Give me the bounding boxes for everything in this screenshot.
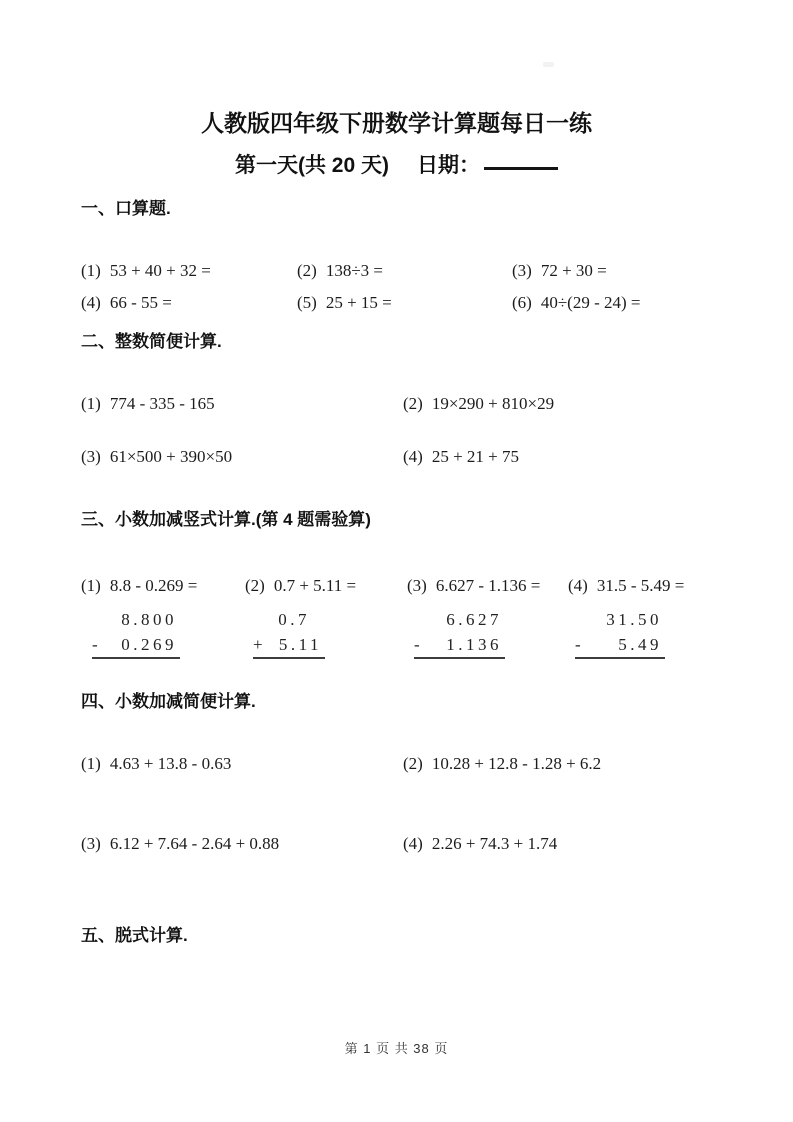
vertical-calc-bottom-operand: 5.49	[618, 635, 662, 654]
section-heading-decimal-vertical: 三、小数加减竖式计算.(第 4 题需验算)	[81, 510, 371, 529]
vertical-calc-bottom-operand: 0.269	[121, 635, 177, 654]
problem-expression: 61×500 + 390×50	[109, 447, 233, 466]
vertical-calc-bottom-row	[92, 632, 180, 657]
section-heading-stepwise: 五、脱式计算.	[81, 926, 188, 945]
problem-expression: 25 + 15 =	[325, 293, 392, 312]
problem-number: (1)	[81, 754, 101, 773]
vertical-calc-2	[253, 608, 325, 659]
problem-decimal-2	[403, 754, 763, 774]
problem-expression: 10.28 + 12.8 - 1.28 + 6.2	[431, 754, 602, 773]
vertical-calc-bottom-row	[253, 632, 325, 657]
vertical-calc-1	[92, 608, 180, 659]
problem-expression: 4.63 + 13.8 - 0.63	[109, 754, 232, 773]
page-subtitle	[0, 152, 793, 179]
scan-artifact	[543, 62, 554, 67]
integer-problems-row-1	[81, 394, 763, 414]
vertical-calc-top-operand: 31.50	[606, 610, 662, 629]
problem-number: (2)	[297, 261, 317, 280]
vertical-calc-top-operand: 0.7	[278, 610, 310, 629]
problem-number: (2)	[403, 394, 423, 413]
problem-oral-2	[297, 261, 512, 281]
problem-expression: 8.8 - 0.269 =	[109, 576, 198, 595]
problem-expression: 6.627 - 1.136 =	[435, 576, 541, 595]
oral-problems-row-2	[81, 293, 763, 313]
problem-vertical-4	[568, 576, 763, 596]
day-label: 第一天(共 20 天)	[234, 154, 389, 177]
problem-expression: 53 + 40 + 32 =	[109, 261, 211, 280]
problem-oral-3	[512, 261, 763, 281]
problem-number: (1)	[81, 394, 101, 413]
operator-sign: -	[414, 635, 424, 654]
problem-oral-6	[512, 293, 763, 313]
vertical-calc-bottom-operand: 1.136	[446, 635, 502, 654]
problem-vertical-2	[245, 576, 407, 596]
operator-sign: +	[253, 635, 267, 654]
problem-oral-4	[81, 293, 297, 313]
problem-expression: 138÷3 =	[325, 261, 383, 280]
operator-sign: -	[575, 635, 585, 654]
vertical-calc-bottom-row	[575, 632, 665, 657]
problem-integer-1	[81, 394, 403, 414]
problem-expression: 40÷(29 - 24) =	[540, 293, 641, 312]
vertical-calc-top-operand: 6.627	[446, 610, 502, 629]
page-title: 人教版四年级下册数学计算题每日一练	[201, 110, 592, 136]
problem-oral-5	[297, 293, 512, 313]
vertical-calc-4	[575, 608, 665, 659]
problem-oral-1	[81, 261, 297, 281]
date-label: 日期：	[417, 154, 480, 177]
problem-decimal-4	[403, 834, 763, 854]
problem-decimal-3	[81, 834, 403, 854]
problem-number: (1)	[81, 576, 101, 595]
problem-decimal-1	[81, 754, 403, 774]
section-heading-decimal-simplify: 四、小数加减简便计算.	[81, 692, 256, 711]
problem-number: (4)	[403, 834, 423, 853]
problem-vertical-3	[407, 576, 568, 596]
problem-number: (1)	[81, 261, 101, 280]
problem-number: (4)	[81, 293, 101, 312]
problem-number: (4)	[403, 447, 423, 466]
problem-integer-4	[403, 447, 763, 467]
problem-expression: 19×290 + 810×29	[431, 394, 555, 413]
problem-number: (3)	[81, 447, 101, 466]
problem-number: (4)	[568, 576, 588, 595]
problem-number: (2)	[245, 576, 265, 595]
vertical-calc-bottom-operand: 5.11	[278, 635, 322, 654]
problem-number: (5)	[297, 293, 317, 312]
problem-expression: 25 + 21 + 75	[431, 447, 520, 466]
problem-vertical-1	[81, 576, 245, 596]
section-heading-integer-simplify: 二、整数简便计算.	[81, 332, 222, 351]
decimal-vertical-problems-row	[81, 576, 763, 596]
problem-number: (2)	[403, 754, 423, 773]
vertical-calc-3	[414, 608, 505, 659]
problem-expression: 2.26 + 74.3 + 1.74	[431, 834, 558, 853]
problem-number: (6)	[512, 293, 532, 312]
problem-expression: 0.7 + 5.11 =	[273, 576, 357, 595]
problem-expression: 72 + 30 =	[540, 261, 607, 280]
vertical-calc-top-operand: 8.800	[121, 610, 177, 629]
operator-sign: -	[92, 635, 102, 654]
problem-integer-2	[403, 394, 763, 414]
vertical-calc-bottom-row	[414, 632, 505, 657]
section-heading-oral: 一、口算题.	[81, 199, 171, 218]
date-blank-line	[484, 164, 558, 170]
problem-expression: 66 - 55 =	[109, 293, 172, 312]
vertical-calculations	[92, 608, 752, 664]
problem-number: (3)	[407, 576, 427, 595]
problem-number: (3)	[512, 261, 532, 280]
decimal-simplify-row-2	[81, 834, 763, 854]
problem-expression: 774 - 335 - 165	[109, 394, 215, 413]
problem-number: (3)	[81, 834, 101, 853]
integer-problems-row-2	[81, 447, 763, 467]
oral-problems-row-1	[81, 261, 763, 281]
problem-expression: 31.5 - 5.49 =	[596, 576, 685, 595]
decimal-simplify-row-1	[81, 754, 763, 774]
page-number-indicator: 第 1 页 共 38 页	[344, 1041, 449, 1056]
problem-integer-3	[81, 447, 403, 467]
problem-expression: 6.12 + 7.64 - 2.64 + 0.88	[109, 834, 280, 853]
